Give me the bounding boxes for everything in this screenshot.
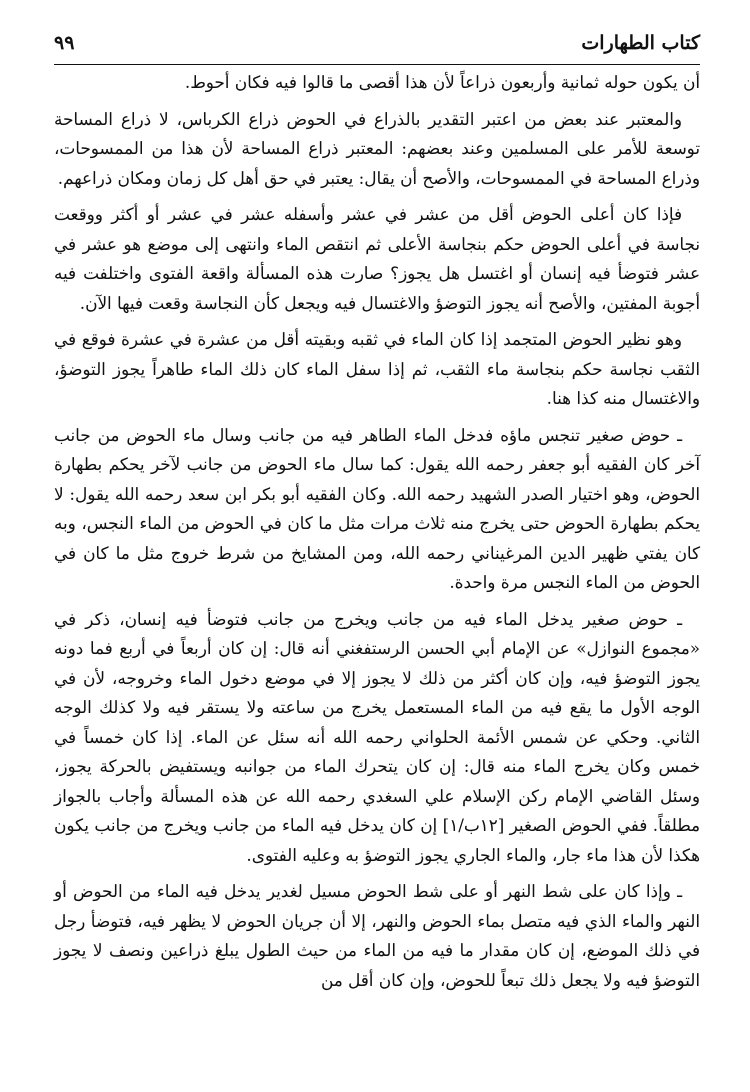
paragraph: أن يكون حوله ثمانية وأربعون ذراعاً لأن هذا أقصى ما قالوا فيه فكان أحوط. xyxy=(184,72,700,92)
paragraph: ـ حوض صغير يدخل الماء فيه من جانب ويخرج من جانب فتوضأ فيه إنسان، ذكر في «مجموع النوازل» عن الإمام أبي الحسن الرستفغني أنه قال: إن كان أربعاً في أربع فما دونه يجوز التوضؤ فيه، وإن كان أكثر من ذلك لا يجوز إلا في موضع دخول الماء وخروجه، لأن في الوجه الأول ما يقع فيه من الماء المستعمل يخرج من ساعته ولا يستقر فيه ولا كذلك الوجه الثاني. وحكي عن شمس الأئمة الحلواني رحمه الله أنه سئل عن الماء. إذا كان خمساً في خمس وكان يخرج الماء منه قال: إن كان يتحرك الماء من جوانبه ويستفيض بالحركة يجوز، وسئل القاضي الإمام ركن الإسلام علي السغدي رحمه الله عن هذه المسألة وأجاب بالجواز مطلقاً. ففي الحوض الصغير [١٢ب/١] إن كان يدخل فيه الماء من جانب ويخرج من جانب يكون هكذا لأن هذا ماء جار، والماء الجاري يجوز التوضؤ به وعليه الفتوى. xyxy=(54,608,700,865)
paragraph: فإذا كان أعلى الحوض أقل من عشر في عشر وأسفله عشر في عشر أو أكثر ووقعت نجاسة في أعلى الحوض حكم بنجاسة الأعلى ثم انتقص الماء وانتهى إلى موضع هو عشر في عشر فتوضأ فيه إنسان أو اغتسل هل يجوز؟ صارت هذه المسألة واقعة الفتوى واختلفت فيه أجوبة المفتين، والأصح أنه يجوز التوضؤ والاغتسال فيه ويجعل كأن النجاسة وقعت فيها الآن. xyxy=(54,204,700,313)
paragraph: ـ حوض صغير تنجس ماؤه فدخل الماء الطاهر فيه من جانب وسال ماء الحوض من جانب آخر كان الفقيه أبو جعفر رحمه الله يقول: كما سال ماء الحوض من جانب لآخر يحكم بطهارة الحوض، وهو اختيار الصدر الشهيد رحمه الله. وكان الفقيه أبو بكر ابن سعد رحمه الله يقول: لا يحكم بطهارة الحوض حتى يخرج منه ثلاث مرات مثل ما كان في الحوض من الماء النجس، وبه كان يفتي ظهير الدين المرغيناني رحمه الله، ومن المشايخ من شرط خروج مثل ما كان في الحوض من الماء النجس مرة واحدة. xyxy=(54,424,700,592)
header-rule xyxy=(54,64,700,65)
paragraph: وهو نظير الحوض المتجمد إذا كان الماء في ثقبه وبقيته أقل من عشرة في عشرة فوقع في الثقب نجاسة حكم بنجاسة ماء الثقب، ثم إذا سفل الماء كان ذلك الماء طاهراً يجوز التوضؤ، والاغتسال منه كذا هنا. xyxy=(54,329,700,408)
paragraph: والمعتبر عند بعض من اعتبر التقدير بالذراع في الحوض ذراع الكرباس، لا ذراع المساحة توسعة للأمر على المسلمين وعند بعضهم: المعتبر ذراع المساحة لأن هذا من الممسوحات، وذراع المساحة في الممسوحات، والأصح أن يقال: يعتبر في حق أهل كل زمان ومكان ذراعهم. xyxy=(54,108,700,188)
body-text xyxy=(54,68,700,1002)
page-header xyxy=(54,30,700,64)
running-title: كتاب الطهارات xyxy=(581,32,700,54)
paragraph: ـ وإذا كان على شط النهر أو على شط الحوض مسيل لغدير يدخل فيه الماء من الحوض أو النهر والماء الذي فيه متصل بماء الحوض والنهر، إلا أن جريان الحوض لا يظهر فيه، فتوضأ رجل في ذلك الموضع، إن كان مقدار ما فيه من الماء من حيث الطول يبلغ ذراعين ونصف لا يجوز التوضؤ فيه ولا يجعل ذلك تبعاً للحوض، وإن كان أقل من xyxy=(54,881,700,990)
page-number: ٩٩ xyxy=(54,32,75,54)
